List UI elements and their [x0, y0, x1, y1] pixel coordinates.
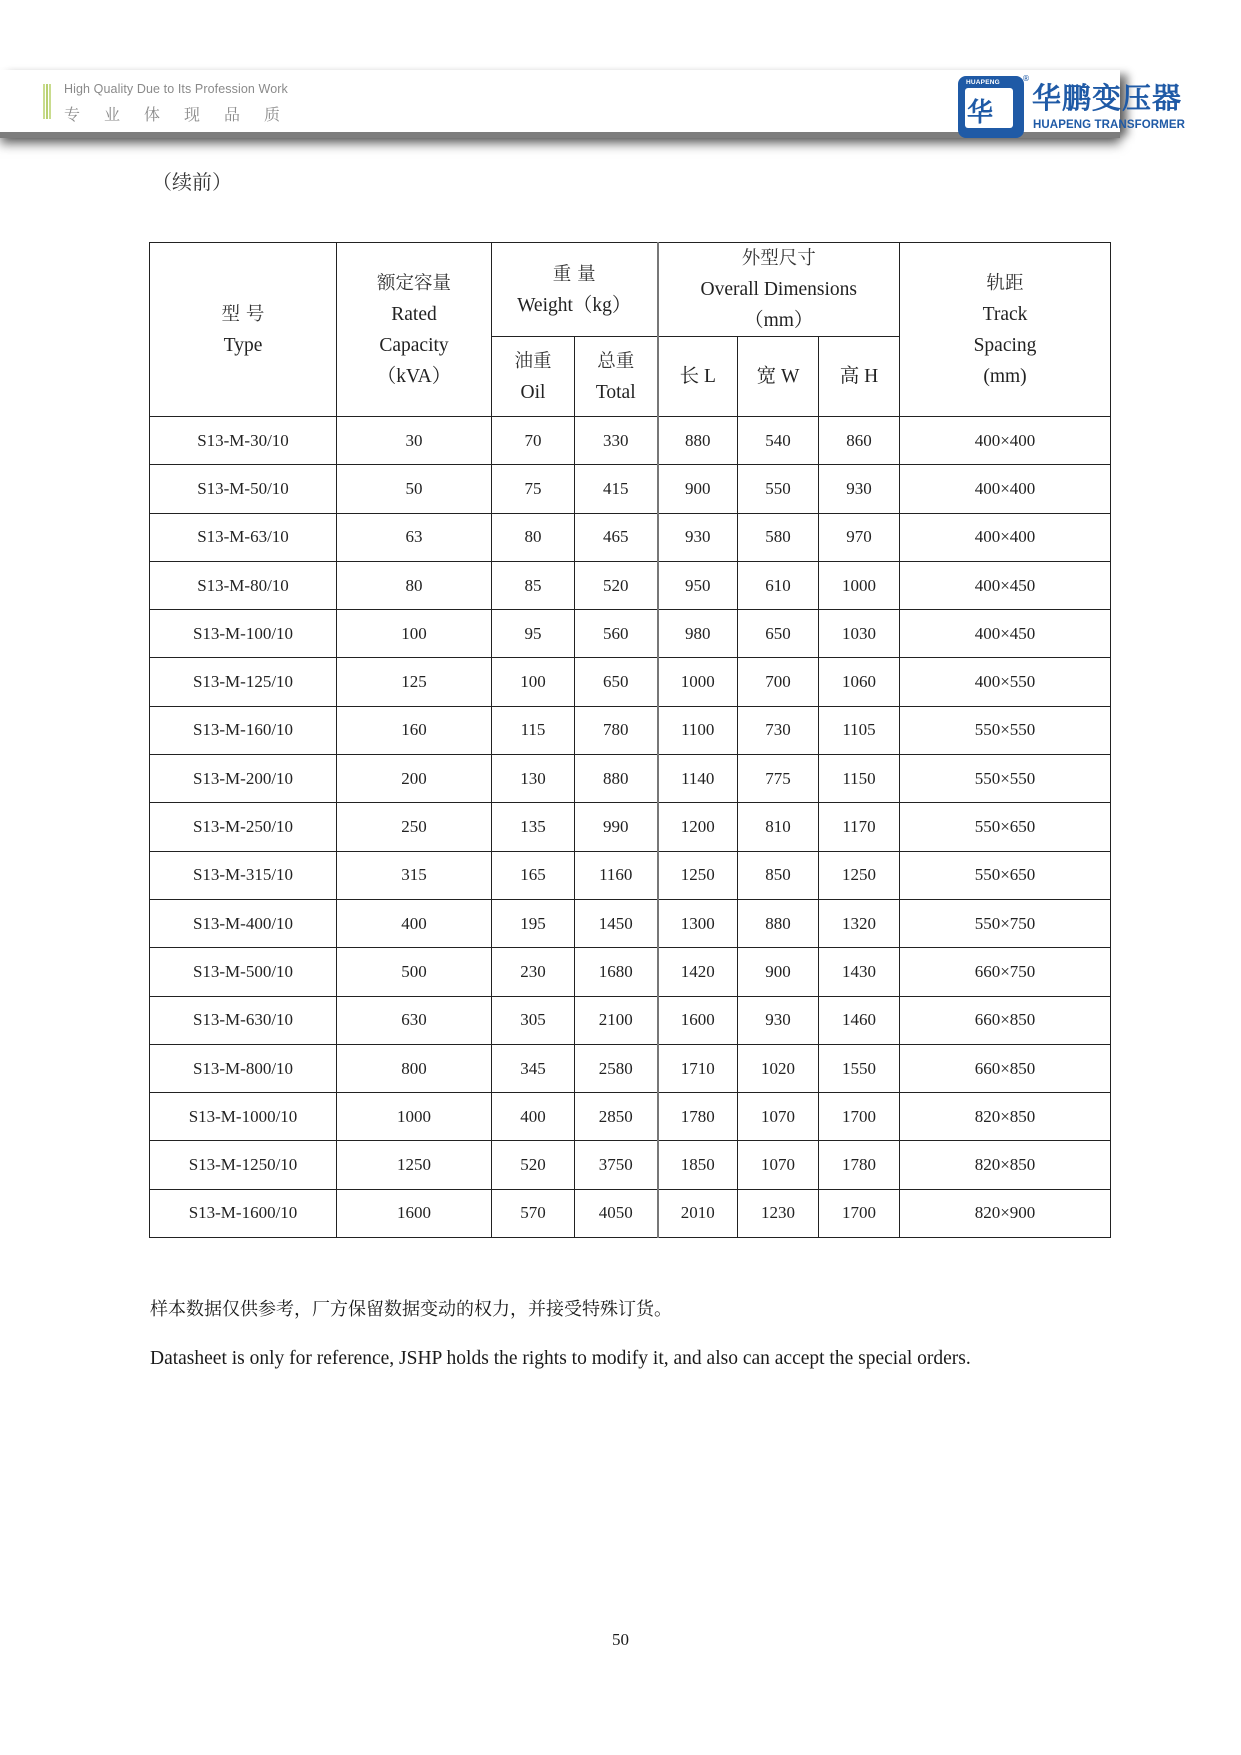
cell-h: 1000 [819, 561, 900, 609]
cell-w: 550 [738, 465, 819, 513]
cell-track: 550×550 [900, 706, 1111, 754]
slogan-cn: 专业体现品质 [64, 105, 305, 124]
cell-type: S13-M-800/10 [150, 1044, 337, 1092]
cell-oil: 345 [492, 1044, 575, 1092]
cell-track: 400×400 [900, 417, 1111, 465]
cell-total: 1160 [575, 851, 658, 899]
table-row [150, 417, 1111, 465]
cell-capacity: 315 [337, 851, 492, 899]
cell-track: 660×850 [900, 1044, 1111, 1092]
cell-capacity: 1250 [337, 1141, 492, 1189]
cell-oil: 80 [492, 513, 575, 561]
cell-l: 1850 [658, 1141, 738, 1189]
cell-total: 2100 [575, 996, 658, 1044]
cell-h: 1250 [819, 851, 900, 899]
cell-l: 1780 [658, 1093, 738, 1141]
cell-total: 3750 [575, 1141, 658, 1189]
cell-w: 930 [738, 996, 819, 1044]
header-type: 型 号 Type [150, 243, 337, 417]
cell-total: 650 [575, 658, 658, 706]
logo-mark-char: 华 [967, 98, 994, 128]
table-row [150, 706, 1111, 754]
cell-capacity: 63 [337, 513, 492, 561]
cell-oil: 130 [492, 755, 575, 803]
table-row [150, 851, 1111, 899]
cell-h: 1105 [819, 706, 900, 754]
cell-total: 880 [575, 755, 658, 803]
cell-capacity: 250 [337, 803, 492, 851]
cell-oil: 135 [492, 803, 575, 851]
cell-oil: 95 [492, 610, 575, 658]
cell-w: 810 [738, 803, 819, 851]
cell-track: 550×750 [900, 899, 1111, 947]
cell-track: 400×400 [900, 513, 1111, 561]
cell-type: S13-M-315/10 [150, 851, 337, 899]
cell-l: 930 [658, 513, 738, 561]
cell-w: 850 [738, 851, 819, 899]
table-row [150, 465, 1111, 513]
disclaimer-cn: 样本数据仅供参考，厂方保留数据变动的权力，并接受特殊订货。 [150, 1299, 672, 1320]
cell-oil: 400 [492, 1093, 575, 1141]
header-weight: 重 量 Weight（kg） [492, 243, 658, 337]
cell-total: 1680 [575, 948, 658, 996]
cell-type: S13-M-500/10 [150, 948, 337, 996]
table-row [150, 1093, 1111, 1141]
cell-type: S13-M-1600/10 [150, 1189, 337, 1237]
cell-total: 1450 [575, 899, 658, 947]
cell-oil: 115 [492, 706, 575, 754]
cell-track: 660×850 [900, 996, 1111, 1044]
cell-track: 400×450 [900, 561, 1111, 609]
cell-capacity: 125 [337, 658, 492, 706]
cell-l: 1710 [658, 1044, 738, 1092]
cell-type: S13-M-400/10 [150, 899, 337, 947]
cell-type: S13-M-30/10 [150, 417, 337, 465]
header-height: 高 H [819, 337, 900, 417]
cell-capacity: 630 [337, 996, 492, 1044]
table-row [150, 1044, 1111, 1092]
cell-oil: 75 [492, 465, 575, 513]
cell-w: 700 [738, 658, 819, 706]
table-row [150, 899, 1111, 947]
cell-oil: 85 [492, 561, 575, 609]
cell-total: 330 [575, 417, 658, 465]
table-row [150, 1141, 1111, 1189]
cell-capacity: 1600 [337, 1189, 492, 1237]
cell-track: 550×650 [900, 803, 1111, 851]
disclaimer-en: Datasheet is only for reference, JSHP holds the rights to modify it, and also can accept the special orders. [150, 1348, 971, 1369]
header-dimensions: 外型尺寸 Overall Dimensions （mm） [658, 243, 900, 337]
cell-l: 880 [658, 417, 738, 465]
table-row [150, 755, 1111, 803]
cell-oil: 305 [492, 996, 575, 1044]
cell-capacity: 100 [337, 610, 492, 658]
cell-type: S13-M-1250/10 [150, 1141, 337, 1189]
cell-total: 4050 [575, 1189, 658, 1237]
header-width: 宽 W [738, 337, 819, 417]
cell-w: 580 [738, 513, 819, 561]
cell-w: 540 [738, 417, 819, 465]
cell-oil: 165 [492, 851, 575, 899]
table-row [150, 1189, 1111, 1237]
cell-total: 560 [575, 610, 658, 658]
cell-oil: 570 [492, 1189, 575, 1237]
cell-w: 1070 [738, 1093, 819, 1141]
cell-capacity: 160 [337, 706, 492, 754]
header-banner [0, 70, 1120, 132]
cell-oil: 520 [492, 1141, 575, 1189]
cell-l: 980 [658, 610, 738, 658]
cell-total: 780 [575, 706, 658, 754]
cell-h: 1700 [819, 1093, 900, 1141]
cell-l: 1300 [658, 899, 738, 947]
cell-l: 1200 [658, 803, 738, 851]
table-row [150, 996, 1111, 1044]
cell-track: 550×650 [900, 851, 1111, 899]
logo-name-en: HUAPENG TRANSFORMER [1033, 119, 1186, 131]
company-logo [958, 72, 1198, 142]
cell-oil: 195 [492, 899, 575, 947]
cell-type: S13-M-250/10 [150, 803, 337, 851]
cell-total: 990 [575, 803, 658, 851]
header-total: 总重 Total [575, 337, 658, 417]
cell-capacity: 200 [337, 755, 492, 803]
cell-h: 1030 [819, 610, 900, 658]
cell-total: 2580 [575, 1044, 658, 1092]
cell-type: S13-M-125/10 [150, 658, 337, 706]
cell-oil: 230 [492, 948, 575, 996]
cell-l: 950 [658, 561, 738, 609]
header-length: 长 L [658, 337, 738, 417]
cell-l: 900 [658, 465, 738, 513]
cell-w: 1070 [738, 1141, 819, 1189]
table-row [150, 803, 1111, 851]
cell-track: 820×850 [900, 1141, 1111, 1189]
cell-total: 2850 [575, 1093, 658, 1141]
cell-oil: 70 [492, 417, 575, 465]
cell-w: 730 [738, 706, 819, 754]
cell-h: 1320 [819, 899, 900, 947]
cell-h: 970 [819, 513, 900, 561]
cell-l: 1000 [658, 658, 738, 706]
cell-total: 520 [575, 561, 658, 609]
cell-h: 1430 [819, 948, 900, 996]
cell-type: S13-M-1000/10 [150, 1093, 337, 1141]
cell-track: 400×450 [900, 610, 1111, 658]
cell-w: 650 [738, 610, 819, 658]
cell-track: 400×550 [900, 658, 1111, 706]
cell-w: 880 [738, 899, 819, 947]
cell-capacity: 1000 [337, 1093, 492, 1141]
cell-type: S13-M-50/10 [150, 465, 337, 513]
table-row [150, 948, 1111, 996]
cell-track: 820×900 [900, 1189, 1111, 1237]
cell-type: S13-M-100/10 [150, 610, 337, 658]
cell-l: 1100 [658, 706, 738, 754]
cell-capacity: 400 [337, 899, 492, 947]
cell-type: S13-M-63/10 [150, 513, 337, 561]
cell-h: 930 [819, 465, 900, 513]
cell-capacity: 80 [337, 561, 492, 609]
cell-w: 900 [738, 948, 819, 996]
cell-h: 1550 [819, 1044, 900, 1092]
table-row [150, 658, 1111, 706]
logo-mark-tag: HUAPENG [966, 79, 1000, 86]
spec-table [149, 242, 1111, 1238]
cell-w: 1230 [738, 1189, 819, 1237]
cell-type: S13-M-160/10 [150, 706, 337, 754]
cell-l: 1420 [658, 948, 738, 996]
cell-w: 610 [738, 561, 819, 609]
cell-l: 1140 [658, 755, 738, 803]
logo-mark-icon [958, 76, 1024, 138]
header-capacity: 额定容量 Rated Capacity （kVA） [337, 243, 492, 417]
cell-w: 775 [738, 755, 819, 803]
cell-h: 1060 [819, 658, 900, 706]
slogan-en: High Quality Due to Its Profession Work [64, 82, 288, 96]
table-row [150, 610, 1111, 658]
cell-w: 1020 [738, 1044, 819, 1092]
registered-mark: ® [1022, 74, 1030, 83]
header-oil: 油重 Oil [492, 337, 575, 417]
cell-type: S13-M-200/10 [150, 755, 337, 803]
continued-label: （续前） [152, 170, 232, 194]
table-row [150, 513, 1111, 561]
cell-l: 2010 [658, 1189, 738, 1237]
cell-type: S13-M-80/10 [150, 561, 337, 609]
cell-track: 820×850 [900, 1093, 1111, 1141]
table-row [150, 561, 1111, 609]
cell-capacity: 50 [337, 465, 492, 513]
header-track: 轨距 Track Spacing (mm) [900, 243, 1111, 417]
cell-oil: 100 [492, 658, 575, 706]
cell-total: 415 [575, 465, 658, 513]
cell-capacity: 800 [337, 1044, 492, 1092]
cell-h: 1780 [819, 1141, 900, 1189]
cell-h: 860 [819, 417, 900, 465]
accent-bars-icon [43, 84, 52, 119]
cell-type: S13-M-630/10 [150, 996, 337, 1044]
cell-capacity: 500 [337, 948, 492, 996]
cell-track: 550×550 [900, 755, 1111, 803]
cell-h: 1700 [819, 1189, 900, 1237]
cell-track: 660×750 [900, 948, 1111, 996]
cell-h: 1460 [819, 996, 900, 1044]
cell-h: 1170 [819, 803, 900, 851]
cell-l: 1250 [658, 851, 738, 899]
logo-name-cn: 华鹏变压器 [1032, 81, 1183, 115]
cell-total: 465 [575, 513, 658, 561]
page-number: 50 [612, 1630, 629, 1649]
cell-l: 1600 [658, 996, 738, 1044]
cell-capacity: 30 [337, 417, 492, 465]
cell-h: 1150 [819, 755, 900, 803]
cell-track: 400×400 [900, 465, 1111, 513]
